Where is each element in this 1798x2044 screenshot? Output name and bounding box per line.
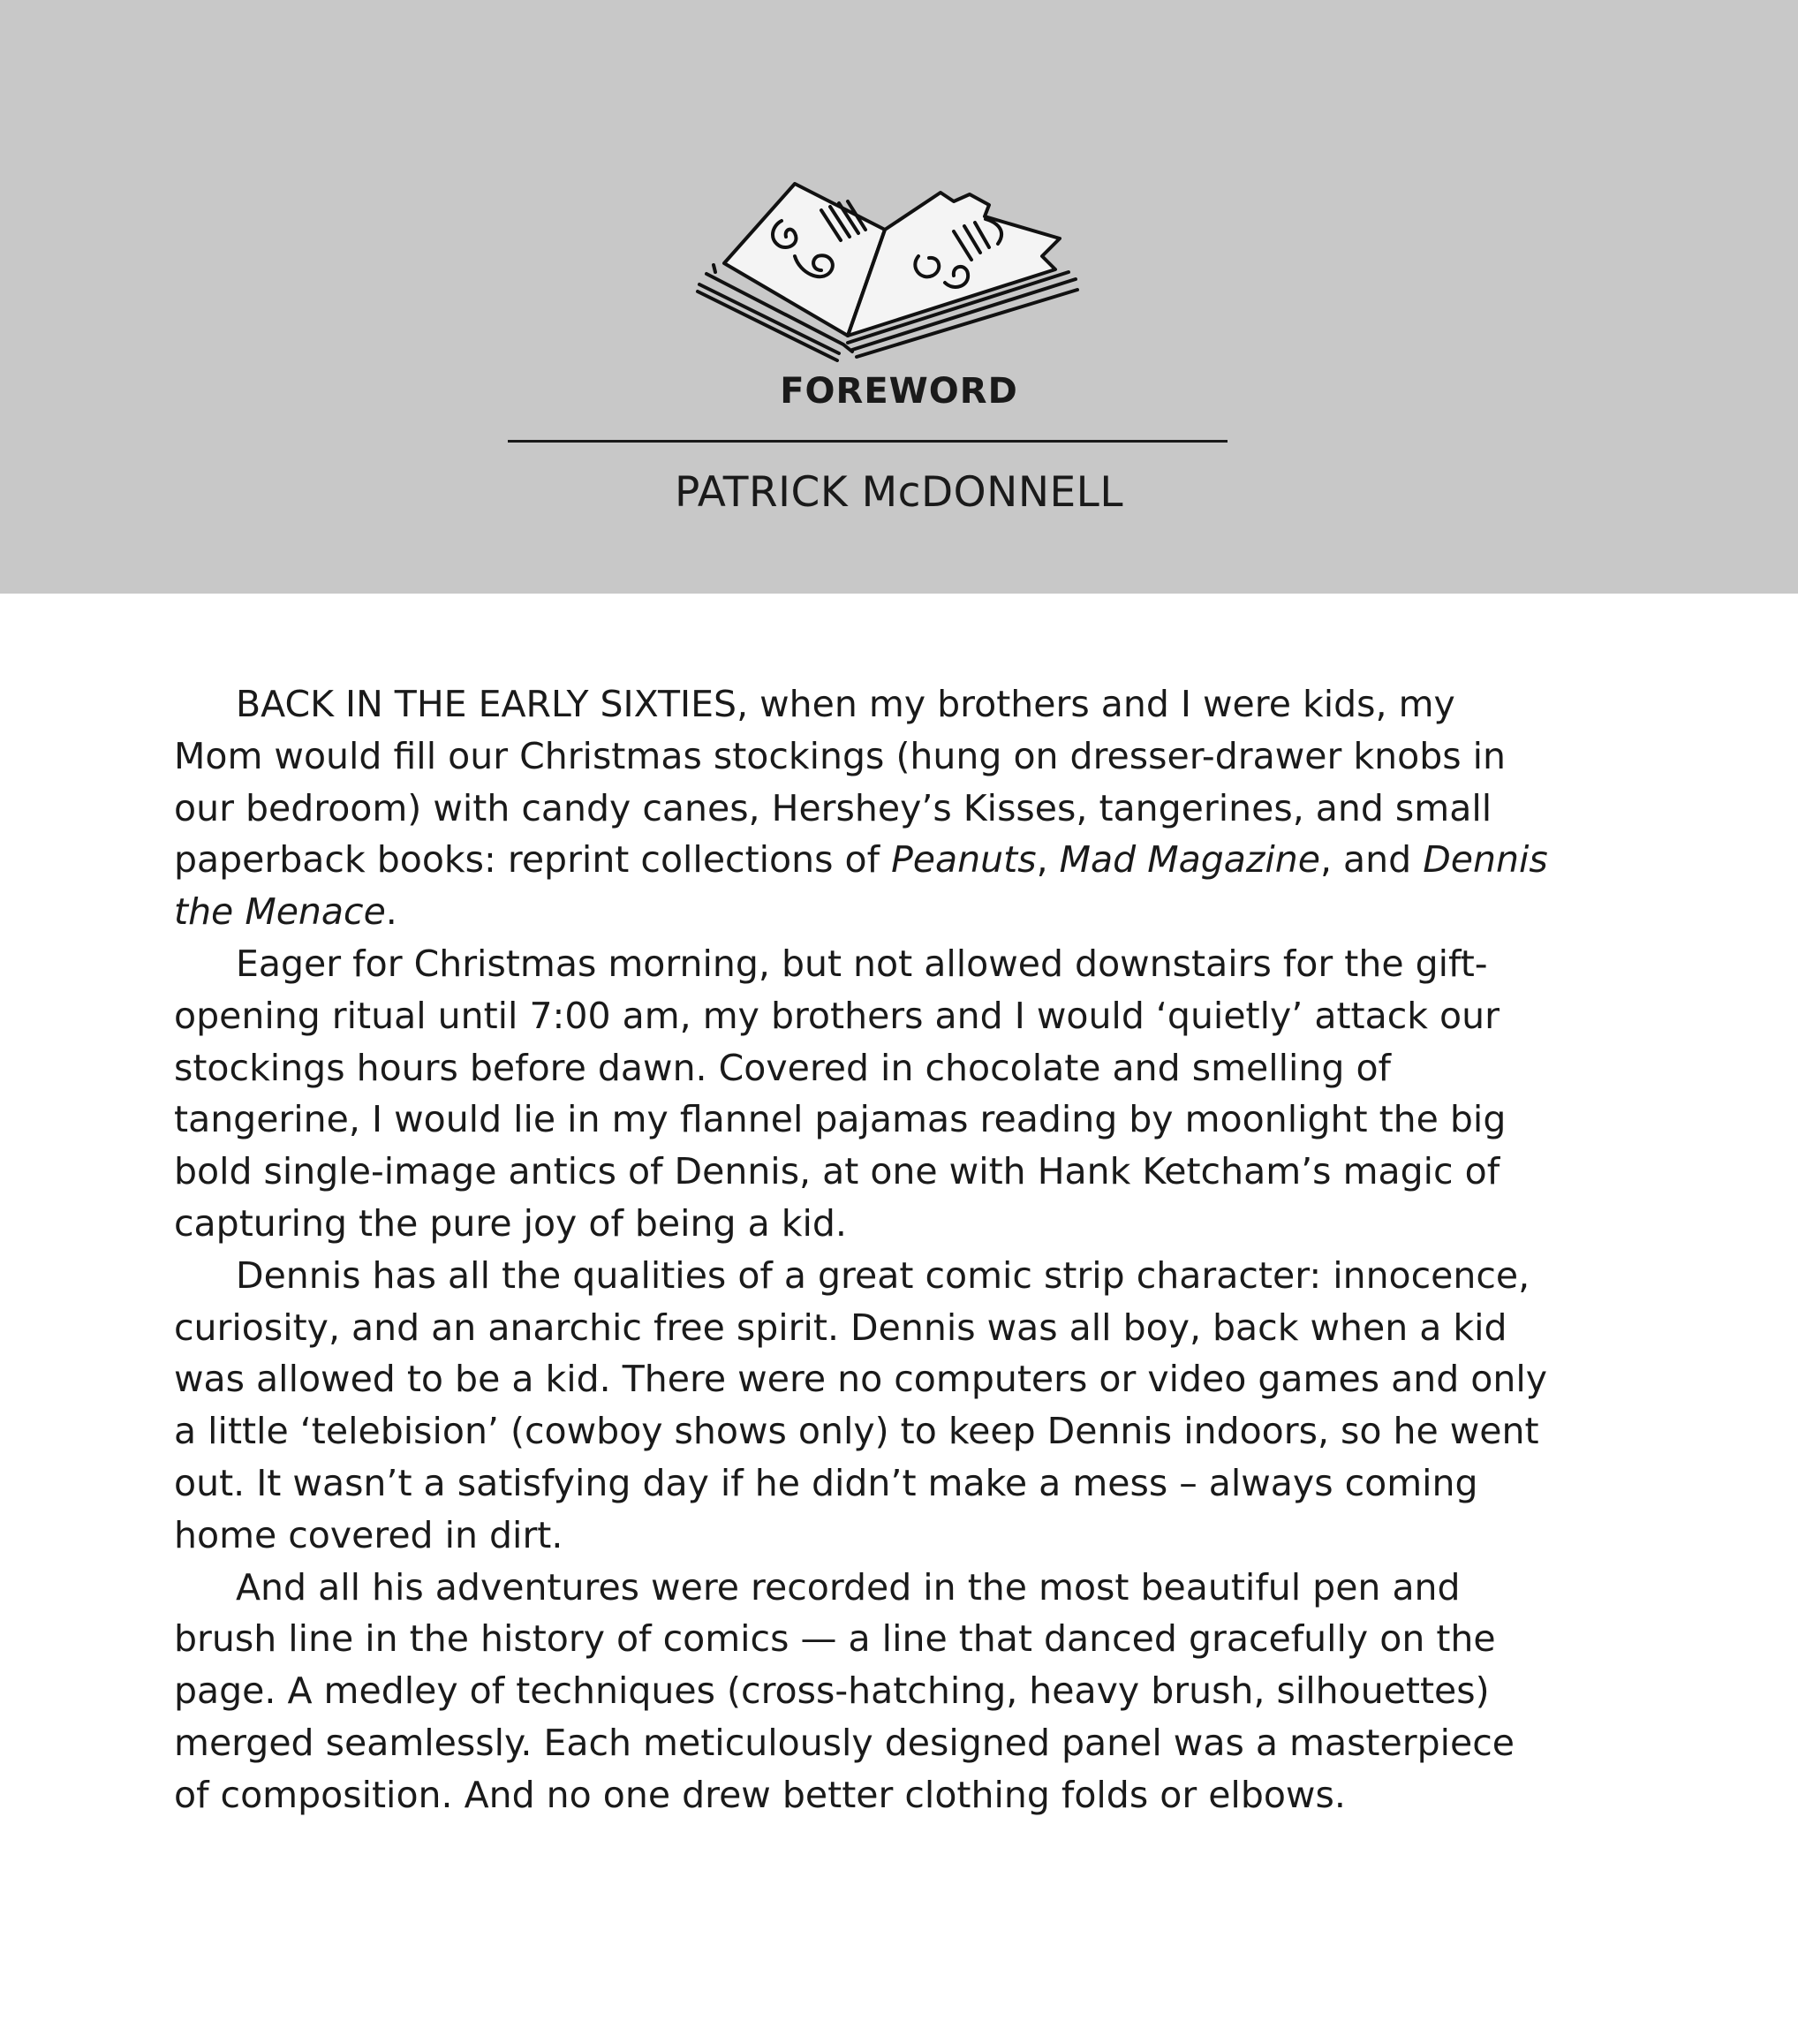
title-peanuts: Peanuts	[891, 838, 1037, 882]
title-divider	[508, 440, 1228, 443]
paragraph	[174, 678, 1552, 938]
text-run: BACK IN THE EARLY SIXTIES, when my brothers and I were kids, my Mom would fill our Christmas stockings (hung on dresser-drawer knobs in our bedroom) with candy canes, Hershey’s Kisses, tangerines, and small paperback books: reprint collections of	[174, 683, 1506, 882]
title-dennis-the-menace: Dennis the Menace	[174, 838, 1548, 934]
text-run: , and	[1319, 838, 1424, 882]
open-comic-book-icon	[689, 168, 1086, 362]
header-band	[0, 0, 1798, 594]
text-run: .	[385, 890, 397, 934]
text-run: Eager for Christmas morning, but not allowed downstairs for the gift-opening ritual until 7:00 am, my brothers and I would ‘quietly’ attack our stockings hours before dawn. Covered in chocolate and smelling of tangerine, I would lie in my flannel pajamas reading by moonlight the big bold single-image antics of Dennis, at one with Hank Ketcham’s magic of capturing the pure joy of being a kid.	[174, 942, 1507, 1245]
author-name: PATRICK McDONNELL	[674, 468, 1124, 517]
text-run: ,	[1036, 838, 1060, 882]
text-run: And all his adventures were recorded in the most beautiful pen and brush line in the history of comics — a line that danced gracefully on the page. A medley of techniques (cross-hatching, heavy brush, silhouettes) merged seamlessly. Each meticulously designed panel was a masterpiece of composition. And no one drew better clothing folds or elbows.	[174, 1565, 1515, 1816]
foreword-body	[174, 678, 1552, 1821]
paragraph	[174, 1250, 1552, 1562]
title-mad-magazine: Mad Magazine	[1059, 838, 1320, 882]
text-run: Dennis has all the qualities of a great comic strip character: innocence, curiosity, and an anarchic free spirit. Dennis was all boy, back when a kid was allowed to be a kid. There were no computers or video games and only a little ‘telebision’ (cowboy shows only) to keep Dennis indoors, so he went out. It wasn’t a satisfying day if he didn’t make a mess – always coming home covered in dirt.	[174, 1253, 1547, 1556]
paragraph	[174, 938, 1552, 1250]
section-label: FOREWORD	[780, 371, 1018, 412]
paragraph	[174, 1562, 1552, 1821]
